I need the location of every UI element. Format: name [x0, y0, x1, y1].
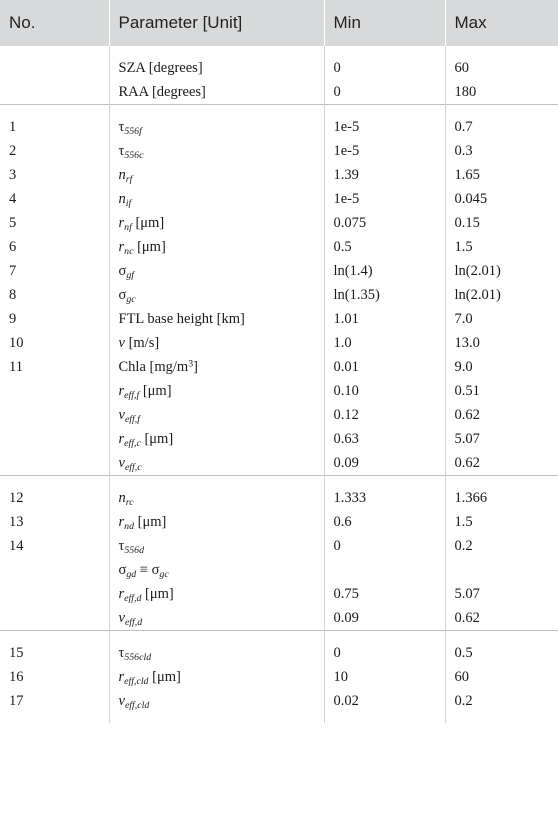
parameter-subscript: if	[125, 197, 132, 209]
parameter-subscript: eff,d	[124, 616, 143, 628]
parameter-text: [μm]	[133, 239, 166, 255]
cell-no	[0, 582, 109, 606]
spacer-cell	[445, 46, 558, 56]
parameter-subscript: gc	[126, 293, 136, 305]
cell-parameter	[109, 355, 324, 379]
cell-max: 1.65	[445, 163, 558, 187]
cell-max: 7.0	[445, 307, 558, 331]
cell-min: 10	[324, 665, 445, 689]
cell-no: 12	[9, 490, 24, 506]
cell-no: 10	[9, 335, 24, 351]
spacer-cell	[324, 476, 445, 487]
spacer-cell	[0, 105, 109, 116]
parameter-text: r	[118, 431, 125, 447]
cell-max: 5.07	[445, 427, 558, 451]
header-max: Max	[445, 0, 558, 46]
table-row	[0, 427, 558, 451]
parameter-text: r	[118, 586, 125, 602]
cell-no	[0, 56, 109, 80]
cell-no: 1	[9, 119, 17, 135]
parameter-subscript: nf	[124, 221, 132, 233]
cell-parameter	[109, 486, 324, 510]
spacer-cell	[0, 631, 109, 642]
cell-min: 1.0	[324, 331, 445, 355]
parameter-text: [μm]	[148, 669, 181, 685]
cell-no	[0, 451, 109, 476]
cell-max: 180	[445, 80, 558, 105]
parameter-subscript: nc	[124, 245, 134, 257]
parameter-text: [μm]	[134, 514, 167, 530]
header-row	[0, 0, 558, 46]
cell-no	[0, 403, 109, 427]
cell-no: 4	[9, 191, 17, 207]
table-row	[0, 689, 558, 713]
cell-parameter	[109, 582, 324, 606]
cell-parameter	[109, 427, 324, 451]
spacer-cell	[445, 713, 558, 723]
parameter-text: v	[118, 335, 125, 351]
cell-max: 60	[445, 56, 558, 80]
spacer-cell	[324, 46, 445, 56]
table-body	[0, 46, 558, 723]
parameter-text: [μm]	[139, 383, 172, 399]
table-row	[0, 139, 558, 163]
cell-min: 0	[324, 534, 445, 558]
cell-parameter	[109, 307, 324, 331]
cell-no: 3	[9, 167, 17, 183]
group-spacer	[0, 713, 558, 723]
cell-parameter	[109, 403, 324, 427]
cell-parameter	[109, 689, 324, 713]
cell-min: 0.075	[324, 211, 445, 235]
parameter-text: r	[118, 383, 125, 399]
parameter-subscript: eff,f	[124, 413, 140, 425]
parameter-subscript: 556f	[124, 125, 142, 137]
header-parameter: Parameter [Unit]	[109, 0, 324, 46]
cell-max: 0.62	[445, 403, 558, 427]
parameter-text: τ	[118, 119, 125, 135]
parameter-text: r	[118, 669, 125, 685]
cell-parameter	[109, 451, 324, 476]
parameter-text: τ	[118, 538, 125, 554]
parameter-text: r	[118, 514, 125, 530]
cell-parameter	[109, 187, 324, 211]
cell-no: 16	[9, 669, 24, 685]
group-spacer	[0, 46, 558, 56]
cell-min: 0.02	[324, 689, 445, 713]
cell-min: 0.75	[324, 582, 445, 606]
cell-max	[445, 558, 558, 582]
table-row	[0, 307, 558, 331]
cell-parameter	[109, 259, 324, 283]
cell-no: 14	[9, 538, 24, 554]
spacer-cell	[0, 476, 109, 487]
cell-parameter	[109, 665, 324, 689]
parameter-text: [μm]	[131, 215, 165, 231]
cell-max: 1.366	[445, 486, 558, 510]
parameter-text: τ	[118, 143, 125, 159]
spacer-cell	[109, 713, 324, 723]
table-row	[0, 187, 558, 211]
parameter-subscript: gf	[126, 269, 134, 281]
parameter-text: σ	[118, 263, 127, 279]
cell-no: 17	[9, 693, 24, 709]
cell-min	[324, 558, 445, 582]
cell-parameter	[109, 56, 324, 80]
cell-parameter	[109, 331, 324, 355]
table-row	[0, 534, 558, 558]
parameter-text: σ	[118, 287, 127, 303]
cell-min: 0	[324, 80, 445, 105]
parameter-text: [μm]	[140, 431, 174, 447]
parameter-subscript: eff,c	[124, 437, 141, 449]
parameter-subscript: eff,cld	[124, 699, 150, 711]
cell-no	[0, 606, 109, 631]
table-row	[0, 80, 558, 105]
cell-max: 0.5	[445, 641, 558, 665]
cell-parameter	[109, 283, 324, 307]
parameter-text: n	[118, 490, 126, 506]
parameter-text: r	[118, 239, 125, 255]
cell-no: 13	[9, 514, 24, 530]
parameter-text: v	[118, 407, 125, 423]
cell-min: 0.12	[324, 403, 445, 427]
parameter-text: ≡ σ	[136, 562, 160, 578]
spacer-cell	[109, 105, 324, 116]
cell-max: 0.62	[445, 606, 558, 631]
cell-max: 0.2	[445, 534, 558, 558]
cell-max: 0.7	[445, 115, 558, 139]
parameter-subscript: eff,d	[124, 592, 142, 604]
table-header	[0, 0, 558, 46]
parameter-text: n	[118, 167, 126, 183]
cell-max: 0.045	[445, 187, 558, 211]
cell-min: ln(1.4)	[324, 259, 445, 283]
parameter-text: n	[118, 191, 126, 207]
spacer-cell	[0, 46, 109, 56]
table-row	[0, 211, 558, 235]
cell-parameter	[109, 115, 324, 139]
cell-no	[0, 427, 109, 451]
parameter-subscript: 556cld	[124, 651, 152, 663]
cell-parameter	[109, 80, 324, 105]
cell-min: 1.39	[324, 163, 445, 187]
spacer-cell	[109, 631, 324, 642]
parameter-text: RAA [degrees]	[118, 84, 206, 100]
group-spacer	[0, 476, 558, 487]
cell-parameter	[109, 510, 324, 534]
cell-parameter	[109, 211, 324, 235]
cell-no	[0, 379, 109, 403]
parameter-text: ]	[193, 359, 198, 375]
cell-no: 5	[9, 215, 17, 231]
table-row	[0, 558, 558, 582]
parameter-subscript: eff,f	[124, 389, 140, 401]
cell-min: 1e-5	[324, 115, 445, 139]
cell-parameter	[109, 235, 324, 259]
cell-no	[0, 80, 109, 105]
parameter-subscript: gc	[159, 568, 169, 580]
parameter-text: [m/s]	[124, 335, 160, 351]
parameter-subscript: gd	[126, 568, 137, 580]
spacer-cell	[445, 476, 558, 487]
parameter-subscript: eff,c	[124, 461, 142, 473]
cell-min: 0	[324, 56, 445, 80]
table-row	[0, 606, 558, 631]
parameter-text: τ	[118, 645, 125, 661]
cell-parameter	[109, 163, 324, 187]
cell-min: 0.6	[324, 510, 445, 534]
table-row	[0, 163, 558, 187]
cell-max: 9.0	[445, 355, 558, 379]
cell-min: 0.5	[324, 235, 445, 259]
table-row	[0, 235, 558, 259]
spacer-cell	[0, 713, 109, 723]
spacer-cell	[324, 631, 445, 642]
table-row	[0, 259, 558, 283]
table-row	[0, 486, 558, 510]
cell-min: 1e-5	[324, 187, 445, 211]
cell-max: ln(2.01)	[445, 259, 558, 283]
parameter-text: v	[118, 610, 125, 626]
table-row	[0, 283, 558, 307]
spacer-cell	[324, 713, 445, 723]
parameter-text: v	[118, 693, 125, 709]
spacer-cell	[109, 476, 324, 487]
parameter-text: r	[118, 215, 125, 231]
cell-max: 5.07	[445, 582, 558, 606]
cell-min: 0.09	[324, 451, 445, 476]
parameter-subscript: eff,cld	[124, 675, 149, 687]
parameter-subscript: rf	[125, 173, 133, 185]
cell-parameter	[109, 641, 324, 665]
parameter-text: Chla [mg/m	[118, 359, 189, 375]
cell-min: 0.01	[324, 355, 445, 379]
cell-parameter	[109, 606, 324, 631]
table-row	[0, 56, 558, 80]
parameter-text: SZA [degrees]	[118, 60, 203, 76]
spacer-cell	[445, 105, 558, 116]
cell-max: 0.15	[445, 211, 558, 235]
cell-no	[0, 558, 109, 582]
spacer-cell	[445, 631, 558, 642]
cell-min: ln(1.35)	[324, 283, 445, 307]
cell-min: 0	[324, 641, 445, 665]
parameter-text: σ	[118, 562, 127, 578]
cell-parameter	[109, 379, 324, 403]
cell-no: 8	[9, 287, 17, 303]
table-row	[0, 641, 558, 665]
parameter-supscript: 3	[188, 358, 194, 370]
parameter-text: FTL base height [km]	[118, 311, 245, 327]
cell-parameter	[109, 139, 324, 163]
parameter-subscript: 556d	[124, 544, 145, 556]
cell-min: 1.333	[324, 486, 445, 510]
cell-max: 60	[445, 665, 558, 689]
group-spacer	[0, 631, 558, 642]
table-row	[0, 331, 558, 355]
cell-no: 15	[9, 645, 24, 661]
cell-max: 0.62	[445, 451, 558, 476]
parameter-subscript: 556c	[124, 149, 144, 161]
parameter-subscript: nd	[124, 520, 134, 532]
table-row	[0, 355, 558, 379]
table-row	[0, 451, 558, 476]
cell-min: 0.09	[324, 606, 445, 631]
cell-no: 6	[9, 239, 17, 255]
cell-max: 1.5	[445, 235, 558, 259]
cell-max: 0.2	[445, 689, 558, 713]
group-spacer	[0, 105, 558, 116]
header-no: No.	[0, 0, 109, 46]
cell-parameter	[109, 558, 324, 582]
table-row	[0, 115, 558, 139]
spacer-cell	[324, 105, 445, 116]
cell-max: 13.0	[445, 331, 558, 355]
table-row	[0, 582, 558, 606]
cell-max: 1.5	[445, 510, 558, 534]
table-row	[0, 510, 558, 534]
cell-max: ln(2.01)	[445, 283, 558, 307]
cell-max: 0.51	[445, 379, 558, 403]
header-min: Min	[324, 0, 445, 46]
cell-max: 0.3	[445, 139, 558, 163]
cell-min: 1e-5	[324, 139, 445, 163]
parameter-subscript: rc	[125, 496, 134, 508]
table-row	[0, 403, 558, 427]
cell-no: 2	[9, 143, 17, 159]
parameter-text: [μm]	[141, 586, 174, 602]
spacer-cell	[109, 46, 324, 56]
parameter-text: v	[118, 455, 125, 471]
table-row	[0, 665, 558, 689]
cell-no: 11	[9, 359, 23, 375]
cell-min: 0.63	[324, 427, 445, 451]
table-row	[0, 379, 558, 403]
cell-min: 1.01	[324, 307, 445, 331]
cell-parameter	[109, 534, 324, 558]
cell-no: 9	[9, 311, 17, 327]
cell-no: 7	[9, 263, 17, 279]
cell-min: 0.10	[324, 379, 445, 403]
